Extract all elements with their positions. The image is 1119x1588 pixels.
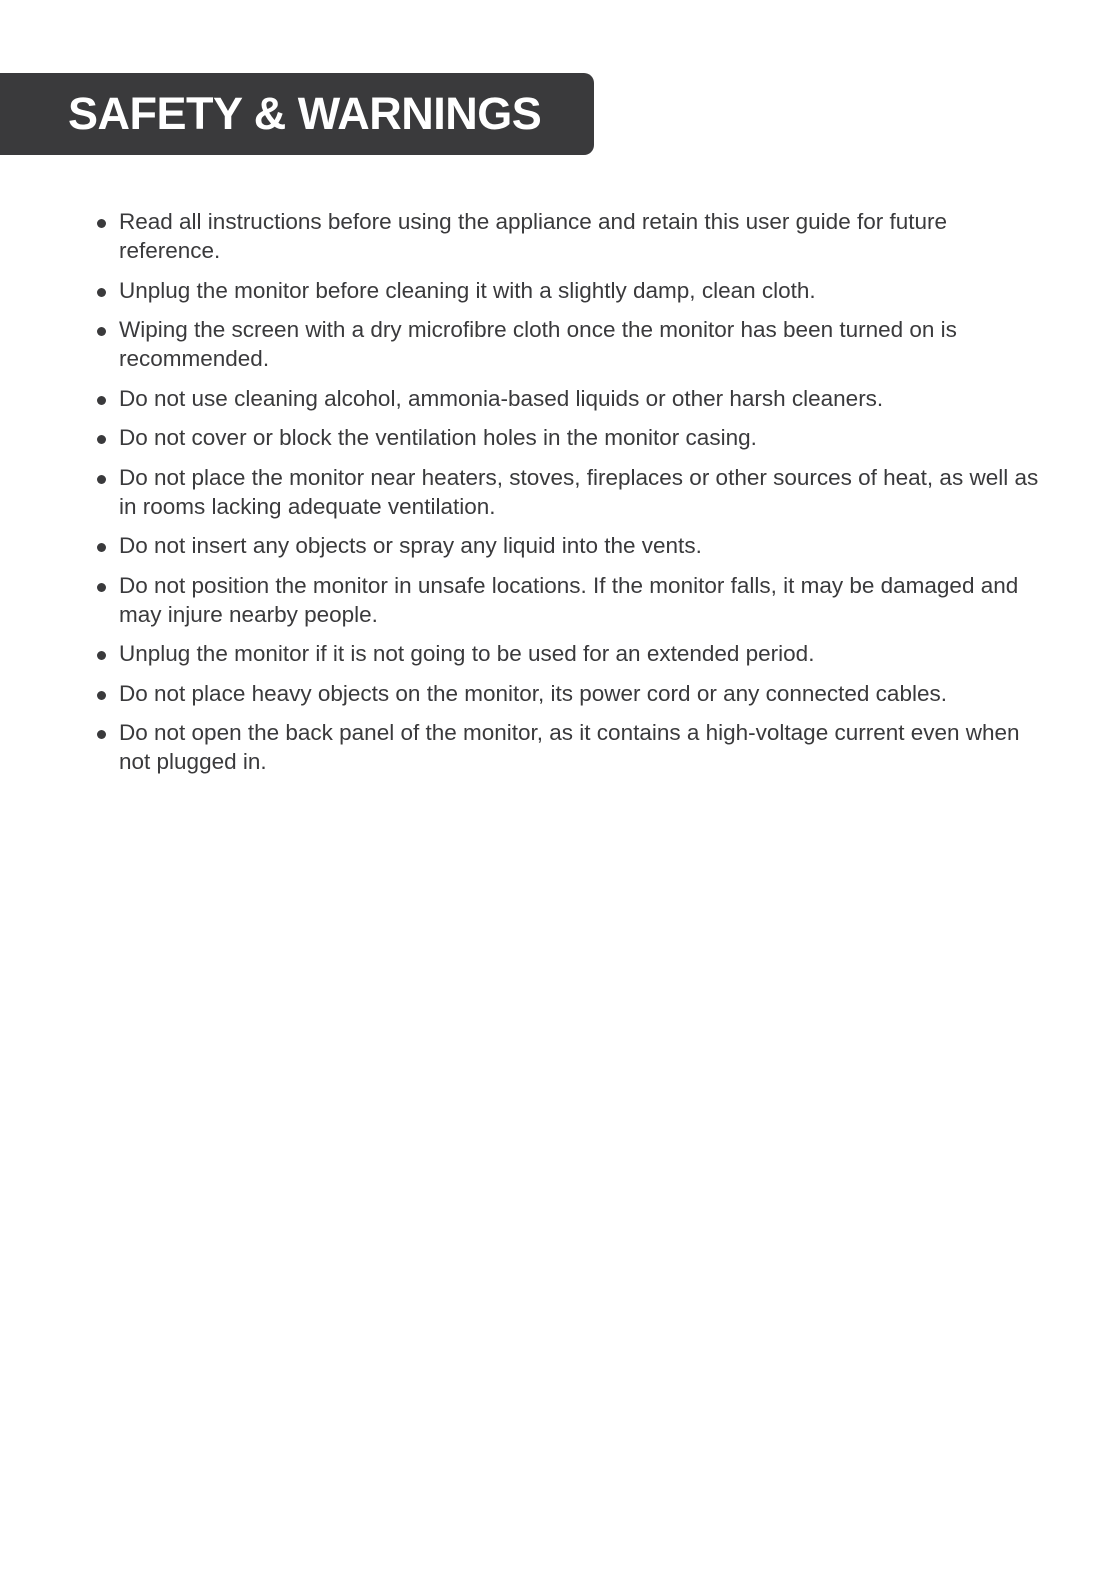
list-item	[0, 276, 1040, 305]
list-item-text: Do not cover or block the ventilation holes in the monitor casing.	[119, 425, 757, 450]
list-item	[0, 207, 1040, 265]
page-title: SAFETY & WARNINGS	[68, 88, 542, 139]
list-item	[0, 315, 1040, 373]
list-item-text: Do not place heavy objects on the monitor, its power cord or any connected cables.	[119, 680, 947, 706]
list-item-text: Unplug the monitor if it is not going to be used for an extended period.	[119, 641, 815, 666]
list-item-text: Wiping the screen with a dry microfibre cloth once the monitor has been turned on is recommended.	[119, 317, 957, 371]
list-item-text: Do not place the monitor near heaters, stoves, fireplaces or other sources of heat, as well as in rooms lacking adequate ventilation.	[119, 464, 1039, 519]
list-item	[0, 679, 1040, 708]
list-item-text: Read all instructions before using the appliance and retain this user guide for future reference.	[119, 209, 948, 263]
list-item	[0, 531, 1040, 560]
safety-warnings-list	[0, 207, 1040, 787]
bullet-icon	[97, 543, 106, 552]
bullet-icon	[97, 219, 106, 228]
bullet-icon	[97, 583, 106, 592]
bullet-icon	[97, 288, 106, 297]
list-item	[0, 423, 1040, 452]
list-item	[0, 718, 1040, 776]
list-item-text: Do not open the back panel of the monitor, as it contains a high-voltage current even when not plugged in.	[119, 720, 1020, 774]
list-item	[0, 639, 1040, 668]
bullet-icon	[97, 435, 106, 444]
list-item-text: Do not position the monitor in unsafe locations. If the monitor falls, it may be damaged and may injure nearby people.	[119, 572, 1019, 627]
list-item-text: Unplug the monitor before cleaning it with a slightly damp, clean cloth.	[119, 277, 816, 303]
list-item	[0, 384, 1040, 413]
bullet-icon	[97, 327, 106, 336]
list-item	[0, 571, 1040, 629]
list-item-text: Do not use cleaning alcohol, ammonia-based liquids or other harsh cleaners.	[119, 385, 884, 411]
list-item	[0, 463, 1040, 521]
bullet-icon	[97, 691, 106, 700]
bullet-icon	[97, 730, 106, 739]
bullet-icon	[97, 396, 106, 405]
bullet-icon	[97, 651, 106, 660]
section-header-banner	[0, 73, 594, 155]
bullet-icon	[97, 475, 106, 484]
list-item-text: Do not insert any objects or spray any liquid into the vents.	[119, 533, 702, 558]
